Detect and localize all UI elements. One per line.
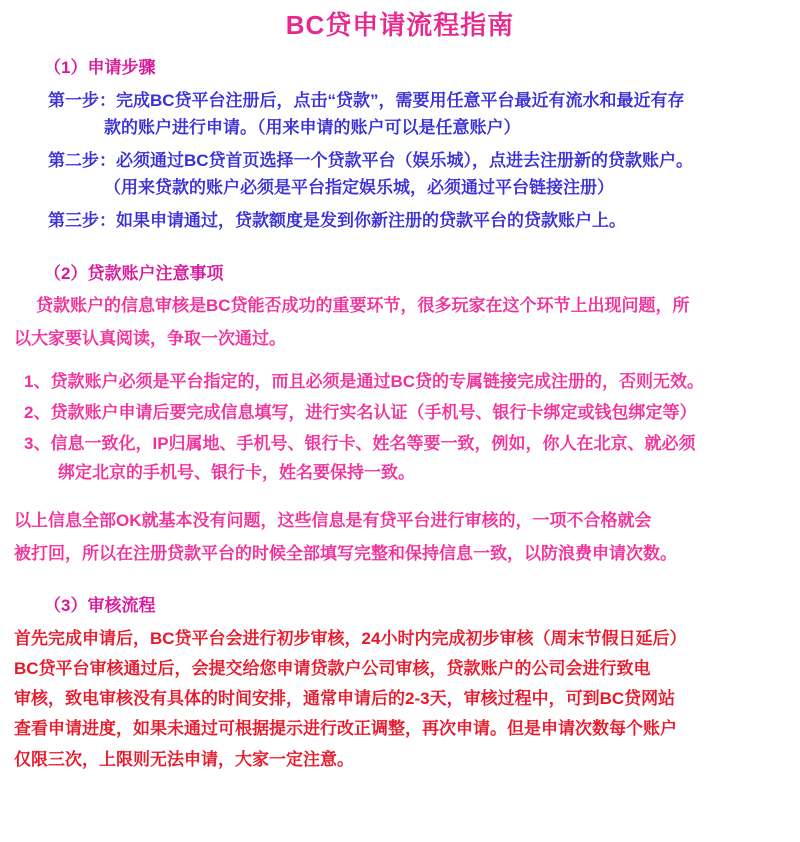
step-2-label: 第二步： [48,151,116,171]
review-line-1: 首先完成申请后，BC贷平台会进行初步审核，24小时内完成初步审核（周末节假日延后） [14,628,687,648]
section-heading-account-notes: （2）贷款账户注意事项 [44,263,224,283]
list-item-1-text: 贷款账户必须是平台指定的，而且必须是通过BC贷的专属链接完成注册的，否则无效。 [50,371,705,391]
list-item-1-number: 1、 [24,371,51,391]
list-item-3-text: 信息一致化，IP归属地、手机号、银行卡、姓名等要一致，例如，你人在北京、就必须 [50,433,696,453]
review-line-3: 审核，致电审核没有具体的时间安排，通常申请后的2-3天，审核过程中，可到BC贷网站 [14,689,676,709]
list-item [24,430,786,488]
step-item-3 [14,207,786,234]
spacer-before-list [14,358,786,366]
list-item-3-number: 3、 [24,433,51,453]
review-line-2: BC贷平台审核通过后，会提交给您申请贷款户公司审核，贷款账户的公司会进行致电 [14,658,651,678]
step-1-line [48,87,786,114]
section-heading-review-process: （3）审核流程 [44,596,156,616]
spacer-after-steps [14,241,786,255]
spacer-before-review [14,573,786,587]
section-heading-apply-steps: （1）申请步骤 [44,58,156,78]
step-3-line [48,207,786,234]
step-1-label: 第一步： [48,90,116,110]
account-notes-intro-line-2: 以大家要认真阅读，争取一次通过。 [14,329,286,349]
account-notes-intro-line-1: 贷款账户的信息审核是BC贷能否成功的重要环节，很多玩家在这个环节上出现问题，所 [36,296,690,316]
account-notes-outro-line-1: 以上信息全部OK就基本没有问题，这些信息是有贷平台进行审核的，一项不合格就会 [14,511,652,531]
list-item-3-continuation: 绑定北京的手机号、银行卡，姓名要保持一致。 [58,462,415,482]
step-item-1 [14,87,786,141]
step-2-continuation: （用来贷款的账户必须是平台指定娱乐城，必须通过平台链接注册） [104,178,614,198]
step-2-text: 必须通过BC贷首页选择一个贷款平台（娱乐城），点进去注册新的贷款账户。 [116,151,694,171]
spacer-before-outro [14,489,786,503]
step-1-text: 完成BC贷平台注册后，点击“贷款”，需要用任意平台最近有流水和最近有存 [116,90,685,110]
list-item [24,368,786,397]
list-item-2-number: 2、 [24,402,51,422]
account-notes-outro-line-2: 被打回，所以在注册贷款平台的时候全部填写完整和保持信息一致，以防浪费申请次数。 [14,544,677,564]
list-item [24,399,786,428]
step-3-text: 如果申请通过，贷款额度是发到你新注册的贷款平台的贷款账户上。 [116,211,626,231]
step-item-2 [14,147,786,201]
page-title: BC贷申请流程指南 [285,10,515,40]
review-line-5: 仅限三次，上限则无法申请，大家一定注意。 [14,749,354,769]
step-3-label: 第三步： [48,211,116,231]
list-item-2-text: 贷款账户申请后要完成信息填写，进行实名认证（手机号、银行卡绑定或钱包绑定等） [50,402,697,422]
document-page [0,10,800,842]
step-2-line [48,147,786,174]
review-line-4: 查看申请进度，如果未通过可根据提示进行改正调整，再次申请。但是申请次数每个账户 [14,719,677,739]
step-1-continuation: 款的账户进行申请。（用来申请的账户可以是任意账户） [104,117,521,137]
